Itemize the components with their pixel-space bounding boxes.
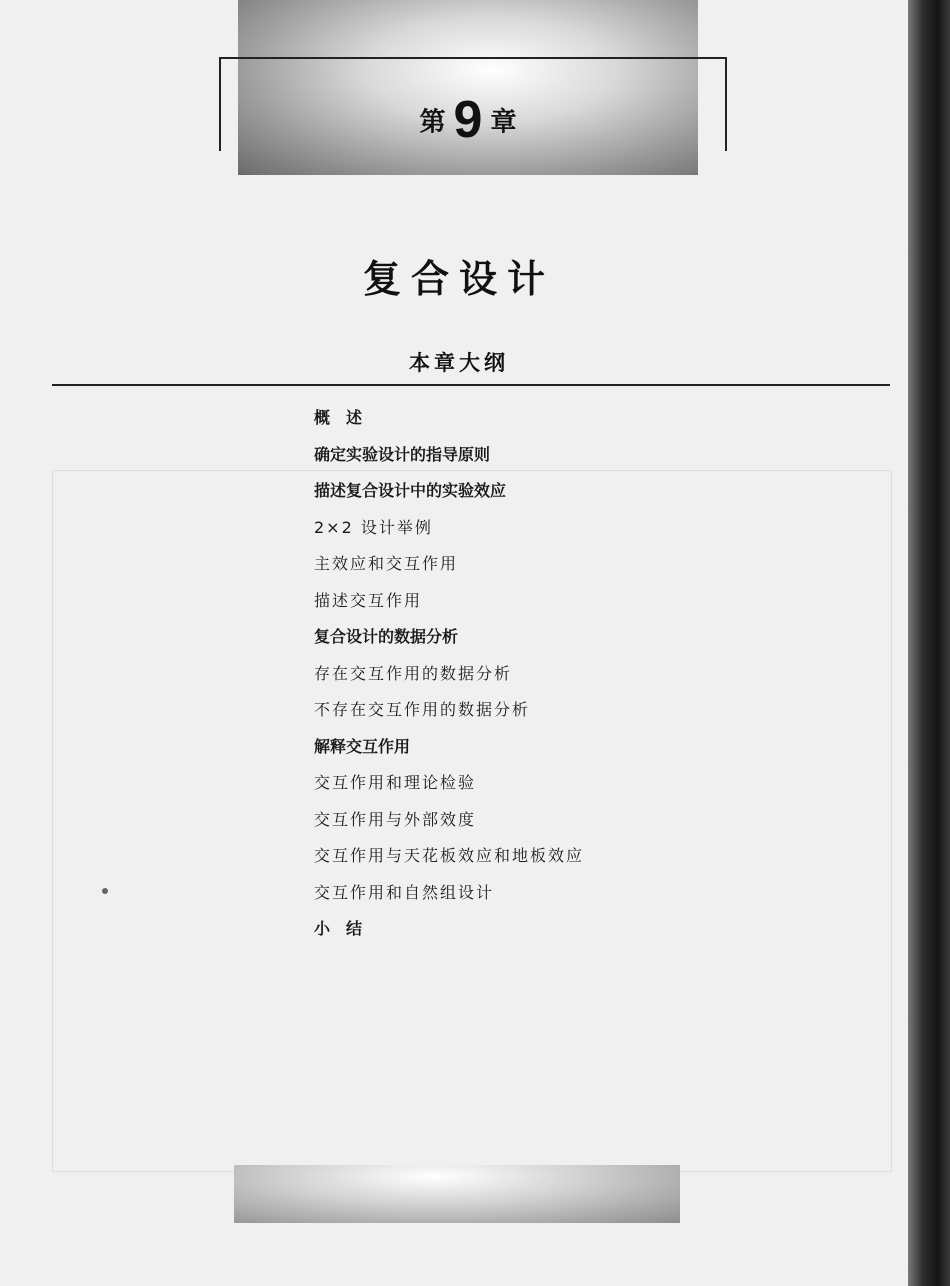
outline-section: 小 结	[314, 919, 363, 938]
outline-subsection: 存在交互作用的数据分析	[314, 663, 513, 683]
chapter-number: 9	[453, 91, 483, 149]
chapter-title: 复合设计	[362, 256, 555, 301]
outline-subsection: 2×2 设计举例	[314, 517, 433, 537]
outline-subsection: 主效应和交互作用	[314, 554, 459, 573]
outline-subsection: 交互作用与天花板效应和地板效应	[314, 846, 585, 865]
outline-divider	[52, 384, 890, 386]
outline-subsection: 交互作用与外部效度	[314, 809, 477, 829]
outline-section: 描述复合设计中的实验效应	[314, 481, 507, 500]
outline-section: 概 述	[314, 408, 363, 427]
outline-list	[314, 400, 874, 948]
book-spine	[908, 0, 950, 1286]
marble-footer-image	[234, 1165, 680, 1223]
bullet-dot	[102, 888, 108, 894]
outline-subsection: 交互作用和理论检验	[314, 773, 477, 792]
outline-heading: 本章大纲	[409, 351, 509, 375]
outline-section: 确定实验设计的指导原则	[314, 444, 491, 464]
chapter-suffix: 章	[490, 107, 517, 138]
outline-section: 复合设计的数据分析	[314, 627, 459, 646]
chapter-prefix: 第	[419, 107, 446, 138]
outline-subsection: 不存在交互作用的数据分析	[314, 700, 531, 719]
outline-subsection: 描述交互作用	[314, 590, 423, 610]
outline-section: 解释交互作用	[314, 736, 411, 756]
chapter-label	[238, 90, 698, 150]
outline-subsection: 交互作用和自然组设计	[314, 882, 495, 902]
